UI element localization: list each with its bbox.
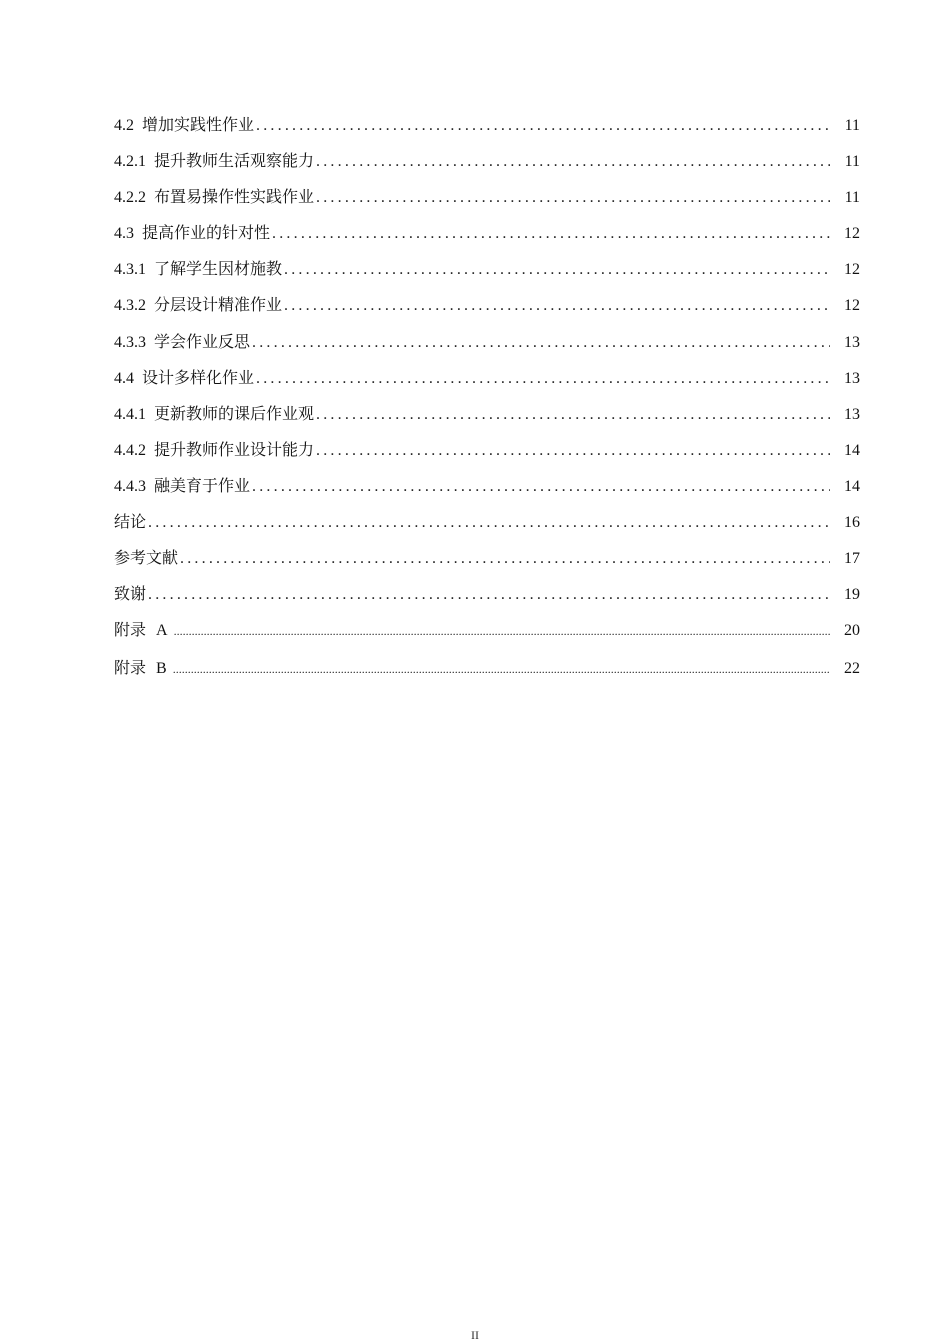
dot-leader: [252, 478, 830, 496]
toc-entry-references[interactable]: [114, 545, 860, 581]
toc-entry-4-4[interactable]: [114, 365, 860, 401]
toc-entry-page: 12: [844, 297, 860, 315]
toc-entry-page: 11: [844, 153, 860, 171]
toc-entry-title: 增加实践性作业: [142, 115, 255, 134]
toc-entry-number: 4.4.1: [114, 405, 146, 423]
toc-entry-title: 融美育于作业: [154, 475, 251, 495]
toc-entry-title: 附录: [114, 658, 147, 678]
toc-entry-page: 11: [844, 117, 860, 134]
toc-entry-appendix-b[interactable]: [114, 655, 860, 693]
toc-entry-page: 13: [844, 405, 860, 423]
toc-entry-number: 4.4.3: [114, 477, 146, 495]
toc-entry-appendix-letter: B: [156, 660, 167, 678]
dot-leader: [252, 334, 830, 352]
toc-entry-title: 更新教师的课后作业观: [154, 403, 315, 423]
toc-entry-4-2-2[interactable]: [114, 184, 860, 220]
toc-entry-title: 提升教师作业设计能力: [154, 439, 315, 459]
dot-leader: [256, 370, 830, 388]
toc-entry-conclusion[interactable]: [114, 509, 860, 545]
toc-entry-number: 4.2.1: [114, 153, 146, 171]
toc-entry-title: 学会作业反思: [154, 331, 251, 351]
toc-entry-page: 12: [844, 225, 860, 243]
dot-leader: [180, 550, 830, 568]
toc-entry-4-2[interactable]: [114, 112, 860, 148]
table-of-contents: [114, 112, 860, 693]
toc-entry-title: 了解学生因材施教: [154, 259, 283, 279]
toc-entry-title: 结论: [114, 512, 147, 532]
toc-entry-page: 19: [844, 586, 860, 604]
toc-entry-page: 11: [844, 189, 860, 207]
dot-leader: [256, 117, 830, 135]
dot-leader: [148, 586, 830, 604]
toc-entry-4-3-3[interactable]: [114, 329, 860, 365]
toc-entry-title: 致谢: [114, 584, 147, 604]
dot-leader: [316, 153, 830, 171]
toc-entry-page: 13: [844, 369, 860, 387]
toc-entry-4-3-1[interactable]: [114, 256, 860, 292]
toc-entry-4-3[interactable]: [114, 220, 860, 256]
toc-entry-appendix-letter: A: [156, 622, 168, 640]
toc-entry-4-4-3[interactable]: [114, 473, 860, 509]
toc-entry-page: 13: [844, 333, 860, 351]
toc-entry-page: 14: [844, 477, 860, 495]
toc-entry-title: 参考文献: [114, 548, 179, 568]
dot-leader: [284, 261, 830, 279]
dot-leader: [174, 624, 830, 639]
toc-entry-title: 布置易操作性实践作业: [154, 187, 315, 207]
toc-entry-acknowledgements[interactable]: [114, 581, 860, 617]
toc-entry-page: 12: [844, 261, 860, 279]
dot-leader: [316, 406, 830, 424]
dot-leader: [316, 442, 830, 460]
toc-entry-title: 提高作业的针对性: [142, 223, 271, 243]
toc-entry-title: 分层设计精准作业: [154, 295, 283, 315]
toc-entry-number: 4.2.2: [114, 189, 146, 207]
toc-entry-4-3-2[interactable]: [114, 292, 860, 328]
toc-entry-page: 22: [844, 660, 860, 678]
toc-entry-number: 4.3.1: [114, 261, 146, 279]
toc-entry-4-4-2[interactable]: [114, 437, 860, 473]
page-number: II: [471, 1328, 479, 1342]
toc-entry-title: 设计多样化作业: [142, 367, 255, 387]
toc-entry-number: 4.4.2: [114, 441, 146, 459]
dot-leader: [173, 662, 830, 677]
toc-entry-appendix-a[interactable]: [114, 617, 860, 655]
toc-entry-page: 14: [844, 441, 860, 459]
toc-entry-number: 4.3: [114, 225, 134, 243]
toc-entry-number: 4.3.2: [114, 297, 146, 315]
toc-entry-page: 17: [844, 550, 860, 568]
dot-leader: [316, 189, 830, 207]
toc-entry-page: 20: [844, 622, 860, 640]
toc-entry-number: 4.4: [114, 369, 134, 387]
dot-leader: [272, 225, 830, 243]
toc-entry-4-2-1[interactable]: [114, 148, 860, 184]
toc-entry-title: 提升教师生活观察能力: [154, 151, 315, 171]
dot-leader: [284, 297, 830, 315]
toc-entry-4-4-1[interactable]: [114, 401, 860, 437]
toc-entry-page: 16: [844, 514, 860, 532]
toc-entry-number: 4.2: [114, 117, 134, 134]
dot-leader: [148, 514, 830, 532]
toc-entry-title: 附录: [114, 620, 147, 640]
toc-entry-number: 4.3.3: [114, 333, 146, 351]
